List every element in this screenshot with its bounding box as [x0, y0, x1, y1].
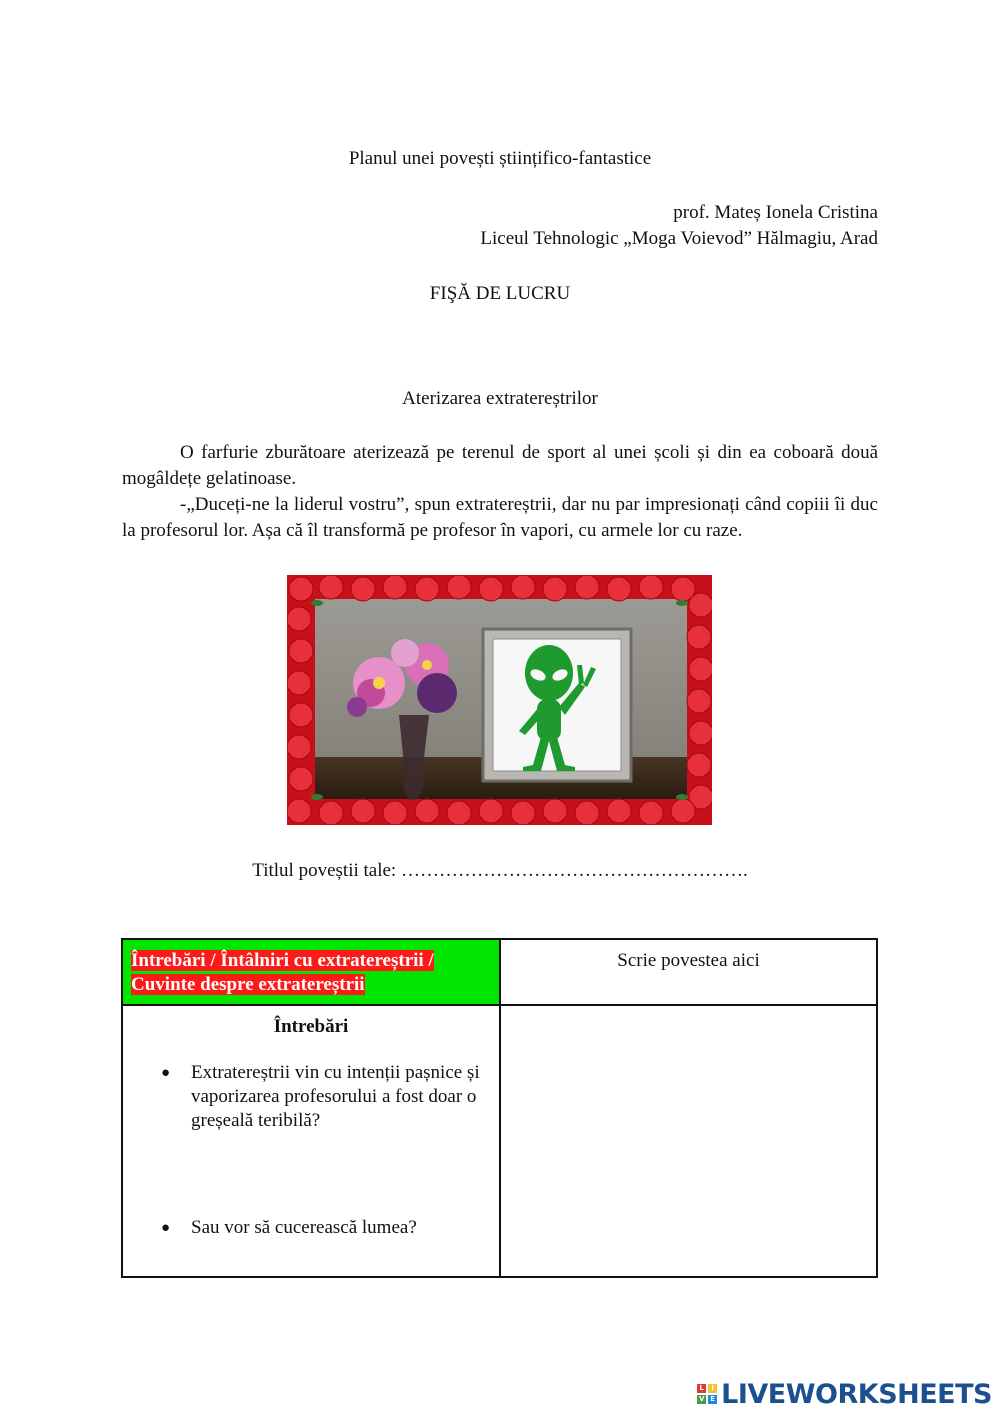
school-name: Liceul Tehnologic „Moga Voievod” Hălmagiu, Arad — [480, 228, 878, 249]
header-questions-label: Întrebări / Întâlniri cu extratereștrii / — [131, 950, 434, 971]
story-paragraph-1: O farfurie zburătoare aterizează pe terenul de sport al unei școli și din ea coboară două mogâldețe gelatinoase. — [122, 442, 878, 489]
questions-list — [123, 1061, 499, 1240]
story-paragraph-2: -„Duceți-ne la liderul vostru”, spun extratereștrii, dar nu par impresionați când copiii îi duc la profesorul lor. Așa că îl transformă pe profesor în vapori, cu armele lor cu raze. — [122, 494, 878, 541]
story-plan-table — [121, 938, 878, 1278]
logo-letter: V — [698, 1395, 705, 1403]
document-title: Planul unei povești științifico-fantastice — [348, 148, 652, 169]
story-writing-area[interactable] — [500, 1005, 877, 1277]
write-story-label: Scrie povestea aici — [617, 950, 760, 971]
author-name: prof. Mateș Ionela Cristina — [673, 202, 878, 223]
logo-grid-icon — [697, 1384, 717, 1404]
logo-letter: L — [697, 1384, 706, 1393]
question-item: ● Extratereștrii vin cu intenții pașnice și vaporizarea profesorului a fost doar o greșeală teribilă? — [123, 1061, 499, 1133]
worksheet-label: FIŞĂ DE LUCRU — [429, 283, 571, 304]
header-words-label: Cuvinte despre extratereștrii — [131, 974, 365, 995]
logo-text: LIVEWORKSHEETS — [721, 1378, 992, 1410]
logo-letter: I — [708, 1384, 717, 1393]
questions-cell — [122, 1005, 500, 1277]
story-title: Aterizarea extratereștrilor — [402, 388, 598, 409]
story-text — [122, 440, 878, 544]
liveworksheets-logo — [697, 1378, 992, 1410]
questions-title: Întrebări — [273, 1016, 349, 1037]
question-item: ● Sau vor să cucerească lumea? — [123, 1216, 499, 1240]
story-title-prompt[interactable]: Titlul poveștii tale: ………………………………………………. — [252, 860, 748, 881]
table-header-left — [122, 939, 500, 1005]
logo-letter: E — [708, 1395, 717, 1404]
table-header-right — [500, 939, 877, 1005]
alien-picture — [287, 575, 712, 825]
